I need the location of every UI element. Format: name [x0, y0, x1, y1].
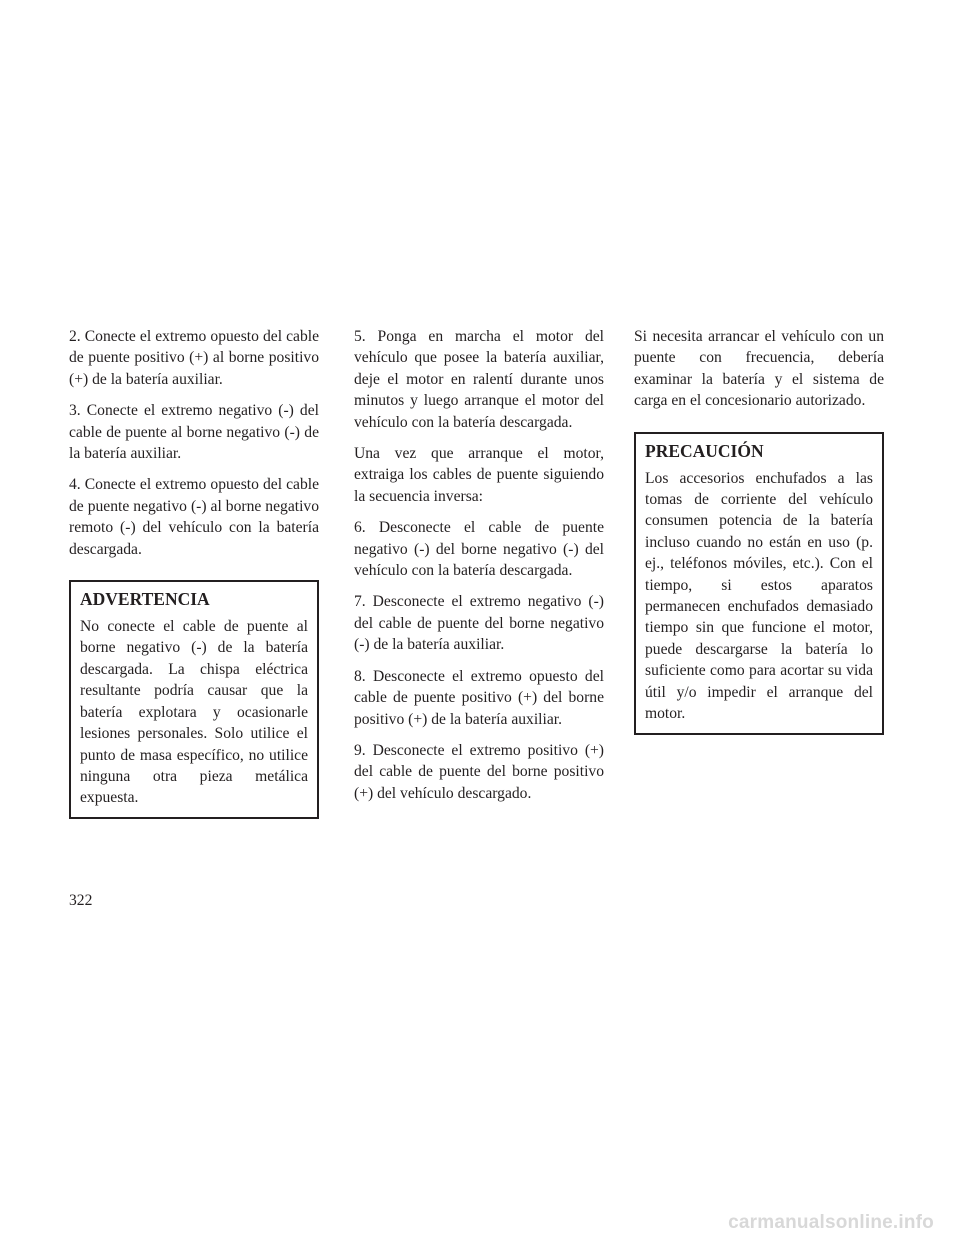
- step-6-text: 6. Desconecte el cable de puente negativo (-) del borne negativo (-) del vehículo con la batería descargada.: [354, 519, 604, 580]
- column-left: [69, 326, 319, 819]
- column-right: [634, 326, 884, 735]
- step-4-text: 4. Conecte el extremo opuesto del cable de puente negativo (-) al borne negativo remoto (-) del vehículo con la batería descargada.: [69, 476, 319, 558]
- reverse-sequence-intro: Una vez que arranque el motor, extraiga los cables de puente siguiendo la secuencia inversa:: [354, 445, 604, 505]
- step-5-text: 5. Ponga en marcha el motor del vehículo que posee la batería auxiliar, deje el motor en ralentí durante unos minutos y luego arranque el motor del vehículo con la batería descargada.: [354, 328, 604, 431]
- caution-title: PRECAUCIÓN: [645, 440, 764, 461]
- warning-text: No conecte el cable de puente al borne negativo (-) de la batería descargada. La chispa eléctrica resultante podría causar que la batería explotara y ocasionarle lesiones personales. Solo utilice el punto de masa específico, no utilice ninguna otra pieza metálica expuesta.: [80, 618, 308, 807]
- step-2-text: 2. Conecte el extremo opuesto del cable de puente positivo (+) al borne positivo (+) de la batería auxiliar.: [69, 328, 319, 388]
- page-number: 322: [69, 892, 93, 909]
- step-9-text: 9. Desconecte el extremo positivo (+) del cable de puente del borne positivo (+) del vehículo descargado.: [354, 741, 604, 802]
- step-3-text: 3. Conecte el extremo negativo (-) del cable de puente al borne negativo (-) de la batería auxiliar.: [69, 402, 319, 463]
- caution-text: Los accesorios enchufados a las tomas de corriente del vehículo consumen potencia de la batería incluso cuando no están en uso (p. ej., teléfonos móviles, etc.). Con el tiempo, si estos aparatos permanecen enchufados demasiado tiempo sin que funcione el motor, puede descargarse la batería lo suficiente como para acortar su vida útil y/o impedir el arranque del motor.: [645, 469, 873, 723]
- caution-box: [634, 432, 884, 735]
- step-8-text: 8. Desconecte el extremo opuesto del cable de puente positivo (+) del borne positivo (+) de la batería auxiliar.: [354, 667, 604, 728]
- warning-title: ADVERTENCIA: [80, 589, 210, 610]
- watermark-logo: carmanualsonline.info: [728, 1212, 934, 1233]
- frequent-jump-note: Si necesita arrancar el vehículo con un puente con frecuencia, debería examinar la batería y el sistema de carga en el concesionario autorizado.: [634, 328, 884, 410]
- column-middle: [354, 326, 604, 814]
- step-7-text: 7. Desconecte el extremo negativo (-) del cable de puente del borne negativo (-) de la batería auxiliar.: [354, 593, 604, 654]
- warning-box: [69, 580, 319, 819]
